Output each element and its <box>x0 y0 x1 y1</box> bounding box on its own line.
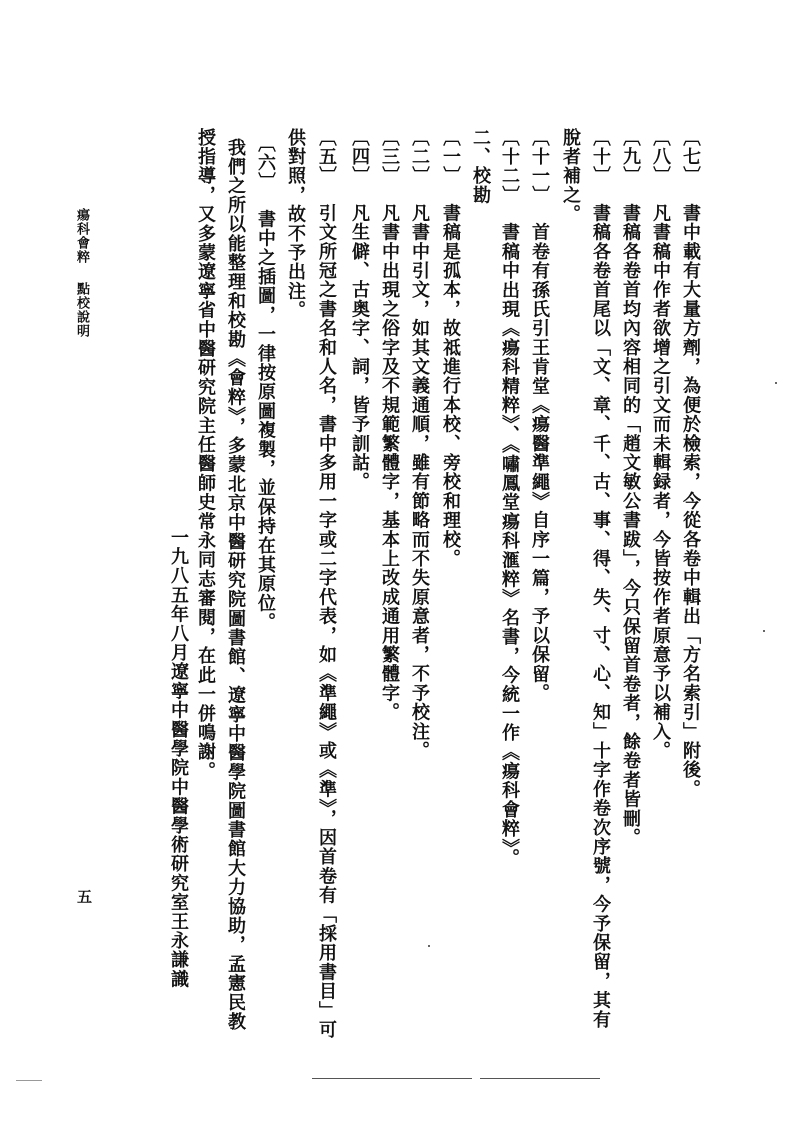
item-marker: 〔七〕 <box>680 128 701 186</box>
signature: 一九八五年八月遼寧中醫學院中醫學術研究室王永謙識 <box>168 528 189 989</box>
text-line <box>438 128 462 568</box>
text-line <box>527 128 551 703</box>
line-text: 凡書稿中作者欲增之引文而未輯録者，今皆按作者原意予以補入。 <box>650 203 671 761</box>
scan-artifact-line <box>16 1080 42 1081</box>
item-marker: 〔十〕 <box>590 128 611 186</box>
line-text: 引文所冠之書名和人名，書中多用一字或二字代表，如《準繩》或《準》，因首卷有「採用書目」可 <box>316 203 337 1040</box>
line-text: 書稿是孤本，故祗進行本校、旁校和理校。 <box>440 203 461 569</box>
line-text: 書中之插圖，一律按原圖複製，並保持在其原位。 <box>255 209 276 633</box>
item-marker: 〔十一〕 <box>529 128 550 205</box>
text-line <box>193 128 217 781</box>
line-text: 書稿各卷首尾以「文、章、千、古、事、得、失、寸、心、知」十字作卷次序號，今予保留，其有 <box>590 203 611 1030</box>
line-text: 書稿中出現《瘍科精粹》、《嘯鳳堂瘍科滙粹》名書，今統一作《瘍科會粹》。 <box>499 222 520 868</box>
scan-artifact-dot <box>763 630 765 632</box>
scan-artifact-line <box>480 1078 600 1079</box>
text-line <box>283 128 307 320</box>
line-text: 脫者補之。 <box>560 128 581 224</box>
item-marker: 〔六〕 <box>255 134 276 192</box>
text-line <box>347 128 371 492</box>
text-line <box>314 128 338 1039</box>
item-marker: 〔一〕 <box>440 128 461 186</box>
item-marker: 〔三〕 <box>379 128 400 186</box>
line-text: 凡書中出現之俗字及不規範繁體字，基本上改成通用繁體字。 <box>379 203 400 723</box>
line-text: 凡生僻、古奥字、詞，皆予訓詁。 <box>349 203 370 492</box>
item-marker: 〔九〕 <box>620 128 641 186</box>
text-line <box>253 134 277 632</box>
item-marker: 〔五〕 <box>316 128 337 186</box>
text-line <box>223 138 247 1031</box>
page-number: 五 <box>77 888 93 906</box>
line-text: 供對照，故不予出注。 <box>285 128 306 320</box>
running-header <box>73 208 89 338</box>
text-line <box>588 128 612 1029</box>
line-text: 書中載有大量方劑，為便於檢索，今從各卷中輯出「方名索引」附後。 <box>680 203 701 799</box>
book-title: 瘍科會粹 <box>74 208 89 264</box>
text-line <box>377 128 401 722</box>
text-line <box>648 128 672 760</box>
item-marker: 〔十二〕 <box>499 128 520 205</box>
text-line <box>558 128 582 224</box>
line-text: 書稿各卷首均內容相同的「趙文敏公書跋」，今只保留首卷者，餘卷者皆刪。 <box>620 203 641 848</box>
line-text: 授指導，又多蒙遼寧省中醫研究院主任醫師史常永同志審閱，在此一併鳴謝。 <box>195 128 216 781</box>
line-text: 首卷有孫氏引王肯堂《瘍醫準繩》自序一篇，予以保留。 <box>529 222 550 703</box>
text-line <box>407 128 431 760</box>
section-title: 點校說明 <box>74 282 89 338</box>
scan-artifact-dot <box>428 945 430 947</box>
section-heading <box>468 128 492 205</box>
item-marker: 〔四〕 <box>349 128 370 186</box>
scan-artifact-dot <box>775 382 777 384</box>
line-text: 我們之所以能整理和校勘《會粹》，多蒙北京中醫研究院圖書館、遼寧中醫學院圖書館大力協助，孟憲民教 <box>225 138 246 1032</box>
item-marker: 〔八〕 <box>650 128 671 186</box>
item-marker: 〔二〕 <box>409 128 430 186</box>
line-text: 二、校勘 <box>470 128 491 205</box>
text-line <box>618 128 642 847</box>
scan-artifact-line <box>312 1078 472 1079</box>
line-text: 凡書中引文，如其文義通順，雖有節略而不失原意者，不予校注。 <box>409 203 430 761</box>
text-line <box>678 128 702 799</box>
text-line <box>497 128 521 868</box>
